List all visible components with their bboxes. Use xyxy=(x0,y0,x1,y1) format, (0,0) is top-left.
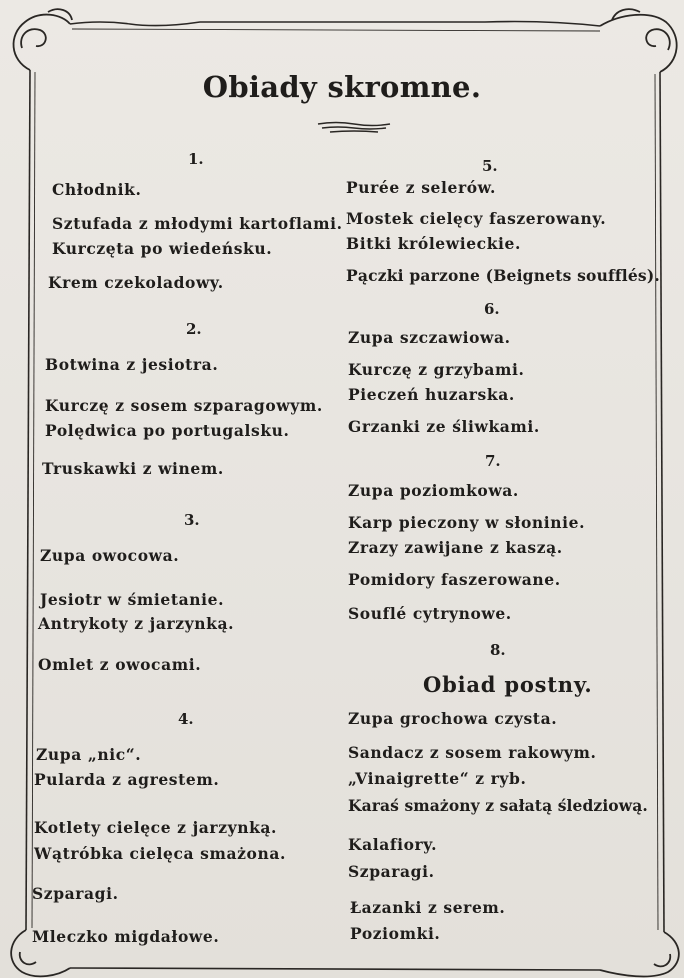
page-title: Obiady skromne. xyxy=(202,70,482,104)
menu-item: Łazanki z serem. xyxy=(350,898,506,917)
corner-scroll-bottom-right xyxy=(600,932,679,976)
menu-item: Bitki królewieckie. xyxy=(346,234,521,253)
menu-item: Zrazy zawijane z kaszą. xyxy=(348,538,563,557)
menu-item: Zupa „nic“. xyxy=(36,745,142,764)
menu-item: Krem czekoladowy. xyxy=(48,273,224,292)
corner-scroll-top-right xyxy=(600,9,677,72)
menu-number-1: 1. xyxy=(188,150,204,168)
menu-item: Szparagi. xyxy=(348,862,435,881)
menu-item: Pączki parzone (Beignets soufflés). xyxy=(346,266,660,285)
menu-item: Sandacz z sosem rakowym. xyxy=(348,743,597,762)
menu-item: Pieczeń huzarska. xyxy=(348,385,515,404)
menu-item: Antrykoty z jarzynką. xyxy=(38,614,235,633)
menu-number-7: 7. xyxy=(485,452,501,470)
menu-item: „Vinaigrette“ z ryb. xyxy=(348,769,527,788)
menu-item: Kurczęta po wiedeńsku. xyxy=(52,239,273,258)
menu-item: Poziomki. xyxy=(350,924,441,943)
menu-number-8: 8. xyxy=(490,641,506,659)
menu-item: Truskawki z winem. xyxy=(42,459,224,478)
menu-item: Karaś smażony z sałatą śledziową. xyxy=(348,796,648,815)
menu-number-2: 2. xyxy=(186,320,202,338)
menu-item: Polędwica po portugalsku. xyxy=(45,421,290,440)
menu-number-6: 6. xyxy=(484,300,500,318)
menu-item: Omlet z owocami. xyxy=(38,655,202,674)
menu-number-5: 5. xyxy=(482,157,498,175)
menu-item: Szparagi. xyxy=(32,884,119,903)
menu-item: Mleczko migdałowe. xyxy=(32,927,220,946)
menu-item: Sztufada z młodymi kartoflami. xyxy=(52,214,343,233)
menu-item: Grzanki ze śliwkami. xyxy=(348,417,540,436)
menu-item: Zupa owocowa. xyxy=(40,546,180,565)
menu-item: Kurczę z sosem szparagowym. xyxy=(45,396,323,415)
menu-item: Purée z selerów. xyxy=(346,178,497,197)
menu-item: Souflé cytrynowe. xyxy=(348,604,512,623)
menu-item: Jesiotr w śmietanie. xyxy=(40,590,225,609)
corner-scroll-top-left xyxy=(14,9,72,70)
menu-item: Mostek cielęcy faszerowany. xyxy=(346,209,607,228)
menu-item: Karp pieczony w słoninie. xyxy=(348,513,586,532)
menu-item: Pularda z agrestem. xyxy=(34,770,220,789)
menu-item: Pomidory faszerowane. xyxy=(348,570,561,589)
menu-item: Kotlety cielęce z jarzynką. xyxy=(34,818,278,837)
menu-number-3: 3. xyxy=(184,511,200,529)
menu-item: Wątróbka cielęca smażona. xyxy=(34,844,286,863)
menu-item: Zupa szczawiowa. xyxy=(348,328,511,347)
menu-item: Chłodnik. xyxy=(52,180,142,199)
menu-item: Zupa poziomkowa. xyxy=(348,481,519,500)
menu-item: Kurczę z grzybami. xyxy=(348,360,525,379)
title-flourish xyxy=(316,120,392,136)
menu-item: Kalafiory. xyxy=(348,835,438,854)
menu-item: Zupa grochowa czysta. xyxy=(348,709,558,728)
section-subtitle: Obiad postny. xyxy=(423,672,593,697)
menu-number-4: 4. xyxy=(178,710,194,728)
menu-item: Botwina z jesiotra. xyxy=(45,355,219,374)
